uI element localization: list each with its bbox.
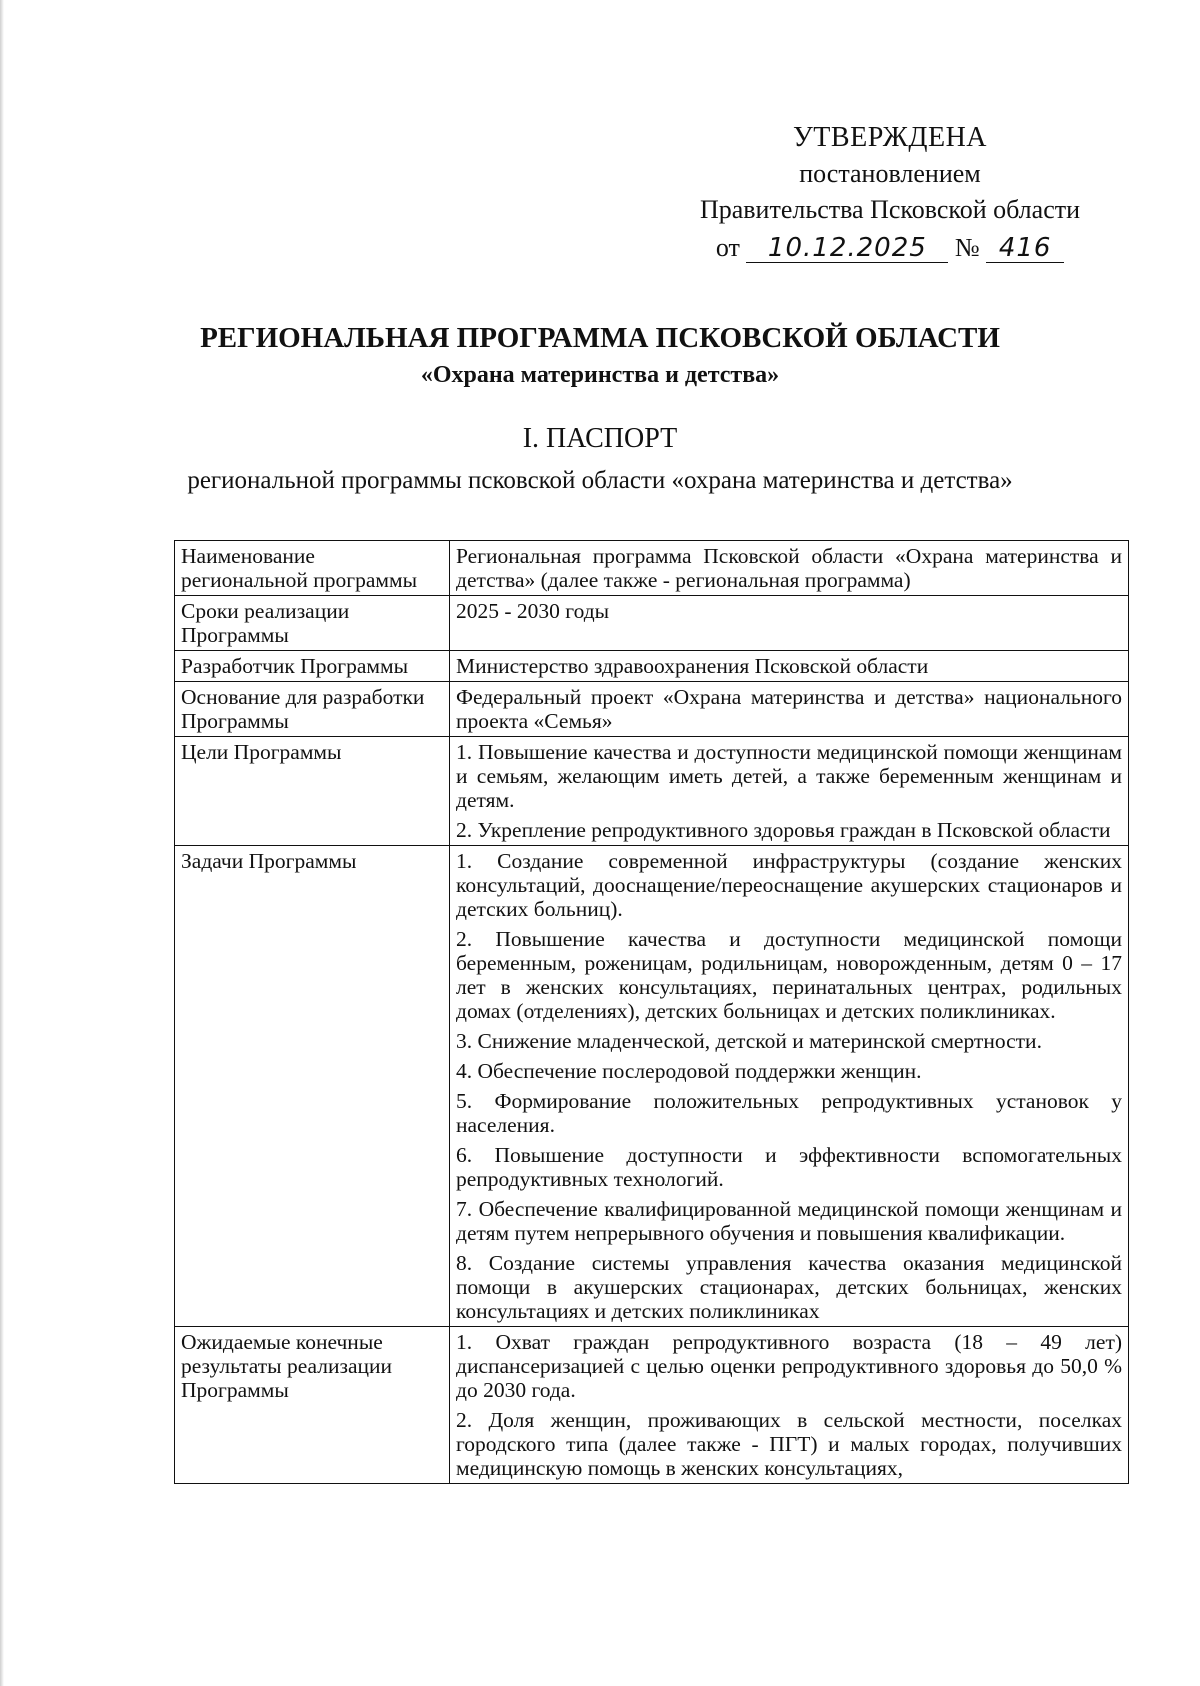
row-content: [450, 846, 1129, 1327]
content-paragraph: 3. Снижение младенческой, детской и материнской смертности.: [456, 1029, 1042, 1053]
row-content: [450, 596, 1129, 651]
number-label: №: [954, 233, 980, 262]
content-paragraph: 6. Повышение доступности и эффективности вспомогательных репродуктивных технологий.: [456, 1143, 1122, 1191]
table-row: [175, 846, 1129, 1327]
content-paragraph: 2. Повышение качества и доступности медицинской помощи беременным, роженицам, родильницам, новорожденным, детям 0 – 17 лет в женских консультациях, перинатальных центрах, родильных домах (отделениях), детских больницах и детских поликлиниках.: [456, 927, 1122, 1023]
content-paragraph: 7. Обеспечение квалифицированной медицинской помощи женщинам и детям путем непрерывного обучения и повышения квалификации.: [456, 1197, 1122, 1245]
table-row: [175, 1327, 1129, 1484]
content-paragraph: Региональная программа Псковской области «Охрана материнства и детства» (далее также - региональная программа): [456, 544, 1122, 592]
handwritten-date: 10.12.2025: [746, 234, 948, 263]
content-paragraph: 5. Формирование положительных репродуктивных установок у населения.: [456, 1089, 1122, 1137]
passport-table: [174, 540, 1129, 1484]
section-heading: I. ПАСПОРТ: [522, 423, 678, 454]
table-row: [175, 541, 1129, 596]
content-paragraph: Министерство здравоохранения Псковской области: [456, 654, 929, 678]
row-label: Сроки реализации Программы: [175, 596, 450, 651]
row-label: Задачи Программы: [175, 846, 450, 1327]
content-paragraph: 8. Создание системы управления качества оказания медицинской помощи в акушерских стационарах, детских больницах, женских консультациях и детских поликлиниках: [456, 1251, 1122, 1323]
content-paragraph: 4. Обеспечение послеродовой поддержки женщин.: [456, 1059, 922, 1083]
row-content: [450, 1327, 1129, 1484]
row-label: Основание для разработки Программы: [175, 682, 450, 737]
approval-stamp: [660, 120, 1120, 266]
table-row: [175, 682, 1129, 737]
row-label: Наименование региональной программы: [175, 541, 450, 596]
scan-edge: [0, 0, 4, 1686]
table-row: [175, 737, 1129, 846]
section-subtitle: региональной программы псковской области «охрана материнства и детства»: [187, 467, 1013, 494]
content-paragraph: 2. Доля женщин, проживающих в сельской местности, поселках городского типа (далее также - ПГТ) и малых городах, получивших медицинскую помощь в женских консультациях,: [456, 1408, 1122, 1480]
program-subtitle: «Охрана материнства и детства»: [420, 362, 780, 388]
row-content: [450, 682, 1129, 737]
row-label: Цели Программы: [175, 737, 450, 846]
content-paragraph: 2. Укрепление репродуктивного здоровья граждан в Псковской области: [456, 818, 1111, 842]
content-paragraph: Федеральный проект «Охрана материнства и детства» национального проекта «Семья»: [456, 685, 1122, 733]
approval-date-line: [660, 230, 1120, 266]
row-content: [450, 737, 1129, 846]
content-paragraph: 2025 - 2030 годы: [456, 599, 610, 623]
row-label: Ожидаемые конечные результаты реализации Программы: [175, 1327, 450, 1484]
from-label: от: [715, 233, 740, 262]
table-row: [175, 651, 1129, 682]
approval-heading: УТВЕРЖДЕНА: [792, 122, 988, 153]
approval-line-2: Правительства Псковской области: [699, 195, 1081, 224]
row-label: Разработчик Программы: [175, 651, 450, 682]
approval-line-1: постановлением: [799, 159, 981, 188]
handwritten-number: 416: [986, 234, 1064, 263]
row-content: [450, 541, 1129, 596]
content-paragraph: 1. Охват граждан репродуктивного возраста (18 – 49 лет) диспансеризацией с целью оценки репродуктивного здоровья до 50,0 % до 2030 года.: [456, 1330, 1122, 1402]
content-paragraph: 1. Повышение качества и доступности медицинской помощи женщинам и семьям, желающим иметь детей, а также беременным женщинам и детям.: [456, 740, 1122, 812]
table-row: [175, 596, 1129, 651]
program-title: РЕГИОНАЛЬНАЯ ПРОГРАММА ПСКОВСКОЙ ОБЛАСТИ: [200, 322, 1000, 354]
content-paragraph: 1. Создание современной инфраструктуры (создание женских консультаций, дооснащение/переоснащение акушерских стационаров и детских больниц).: [456, 849, 1122, 921]
row-content: [450, 651, 1129, 682]
